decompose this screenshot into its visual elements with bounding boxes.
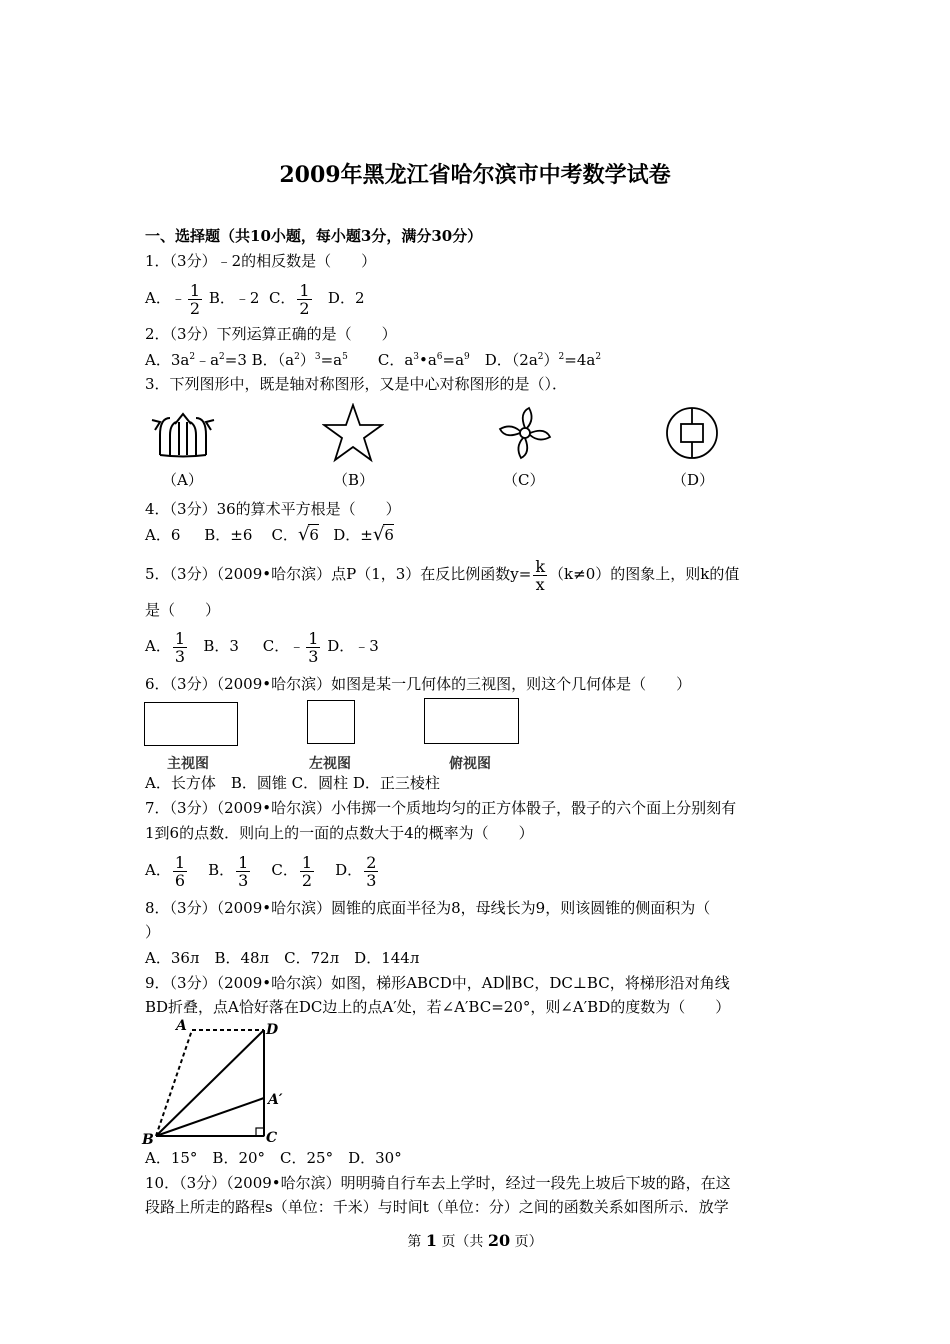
question-4-options: A．6 B．±6 C．√6 D．±√6 (145, 524, 394, 545)
side-view-rect (307, 700, 355, 744)
question-7-stem: 7．（3分）（2009•哈尔滨）小伟掷一个质地均匀的正方体骰子，骰子的六个面上分别刻有 (145, 799, 737, 817)
figure-d-circle-square (664, 405, 720, 461)
figure-d-label: （D） (672, 471, 715, 489)
question-2-options: A．$3a^2﹣a^2=3$ B．$(a^2)^3=a^5$ C．$a^3•a^6=a^9$ D．$(2a^2)^2=4a^2$ (145, 351, 602, 369)
page-footer: 第 1 页（共 20 页） (407, 1231, 543, 1250)
figure-a-arrows (150, 410, 216, 460)
question-8-options: A．36л B．48л C．72л D．144л (145, 949, 420, 967)
fraction: $\frac{1}{2}$ (299, 280, 310, 318)
point-label-b: B (142, 1132, 154, 1148)
fraction-k-over-x: $\frac{k}{x}$ (535, 556, 546, 594)
top-view-label: 俯视图 (449, 756, 491, 772)
question-9-stem: 9．（3分）（2009•哈尔滨）如图，梯形ABCD中，AD∥BC，DC⊥BC，将梯形沿对角线 (145, 974, 730, 992)
question-8-stem-cont: ） (145, 923, 161, 941)
question-5-options: A． $\frac{1}{3}$ B．3 C．﹣ $\frac{1}{3}$ D．﹣3 (145, 628, 379, 666)
question-2-stem: 2．（3分）下列运算正确的是（ ） (145, 325, 397, 343)
point-label-c: C (266, 1130, 278, 1146)
question-10-stem: 10．（3分）（2009•哈尔滨）明明骑自行车去上学时，经过一段先上坡后下坡的路，在这 (145, 1174, 731, 1192)
point-label-a: A (176, 1018, 187, 1034)
side-view-label: 左视图 (309, 756, 351, 772)
question-6-options: A．长方体 B．圆锥 C．圆柱 D．正三棱柱 (145, 774, 440, 792)
figure-c-pinwheel (497, 405, 553, 461)
question-3-stem: 3．下列图形中，既是轴对称图形，又是中心对称图形的是（）． (145, 375, 568, 393)
question-5-stem: 5．（3分）（2009•哈尔滨）点P（1，3）在反比例函数y= $\frac{k}{x}$ （k≠0）的图象上，则k的值 (145, 556, 740, 594)
question-8-stem: 8．（3分）（2009•哈尔滨）圆锥的底面半径为8，母线长为9，则该圆锥的侧面积为（ (145, 899, 711, 917)
point-label-a-prime: A′ (268, 1092, 283, 1108)
question-10-stem-cont: 段路上所走的路程s（单位：千米）与时间t（单位：分）之间的函数关系如图所示．放学 (145, 1198, 729, 1216)
figure-a-label: （A） (162, 471, 203, 489)
question-9-stem-cont: BD折叠，点A恰好落在DC边上的点A′处，若∠A′BC=20°，则∠A′BD的度数为（ ） (145, 998, 731, 1016)
figure-c-label: （C） (503, 471, 545, 489)
figure-b-star (322, 403, 384, 463)
question-7-options: A． $\frac{1}{6}$ B． $\frac{1}{3}$ C． $\frac{1}{2}$ D． $\frac{2}{3}$ (145, 852, 377, 890)
figure-b-label: （B） (333, 471, 375, 489)
question-4-stem: 4．（3分）36的算术平方根是（ ） (145, 500, 401, 518)
point-label-d: D (266, 1022, 279, 1038)
front-view-rect (144, 702, 238, 746)
question-6-stem: 6．（3分）（2009•哈尔滨）如图是某一几何体的三视图，则这个几何体是（ ） (145, 675, 692, 693)
top-view-rect (424, 698, 519, 744)
question-5-stem-cont: 是（ ） (145, 601, 221, 619)
question-1-stem: 1．（3分）﹣2的相反数是（ ） (145, 252, 377, 270)
page-title: 2009年黑龙江省哈尔滨市中考数学试卷 (279, 162, 671, 188)
question-7-stem-cont: 1到6的点数．则向上的一面的点数大于4的概率为（ ） (145, 824, 534, 842)
front-view-label: 主视图 (167, 756, 209, 772)
fraction: $\frac{1}{2}$ (189, 280, 201, 318)
section-heading: 一、选择题（共10小题，每小题3分，满分30分） (145, 227, 483, 245)
trapezoid-figure (140, 1018, 290, 1148)
question-1-options: A．﹣ $\frac{1}{2}$ B．﹣2 C． $\frac{1}{2}$ D．2 (145, 280, 365, 318)
question-9-options: A．15° B．20° C．25° D．30° (145, 1149, 402, 1167)
